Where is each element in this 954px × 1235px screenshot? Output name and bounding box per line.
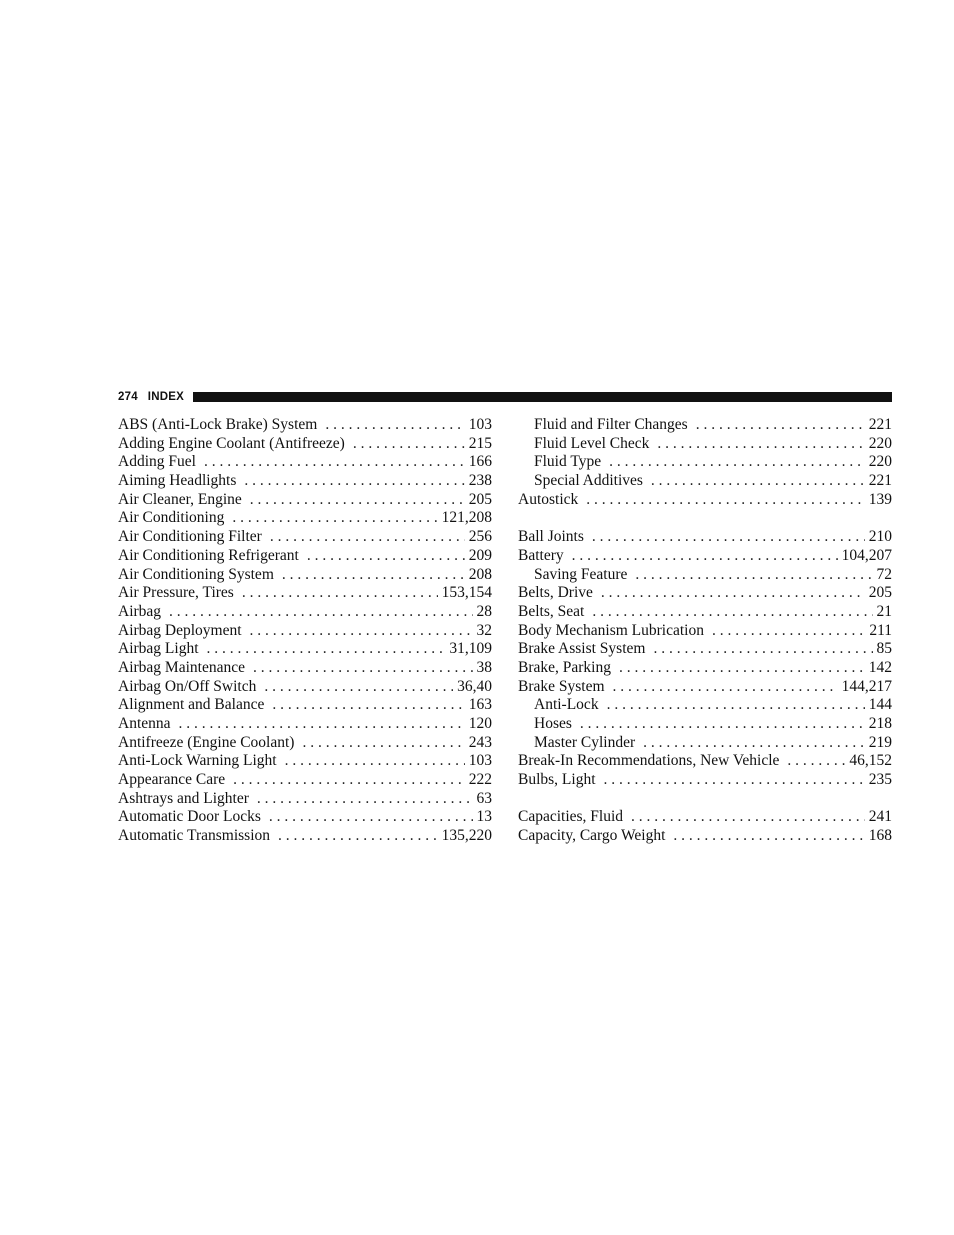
section-title: INDEX [147,391,184,403]
entry-page-reference: 142 [868,658,892,676]
entry-page-reference: 104,207 [841,546,892,564]
entry-label: Antifreeze (Engine Coolant) [118,733,295,751]
entry-page-reference: 63 [476,789,492,807]
entry-page-reference: 256 [468,528,492,546]
dot-leader [609,453,865,472]
dot-leader [631,808,865,827]
entry-page-reference: 215 [468,434,492,452]
index-entry [518,752,892,771]
entry-label: Air Conditioning Refrigerant [118,546,299,564]
index-entry [118,491,492,510]
entry-label: Autostick [518,490,579,508]
entry-label: Air Conditioning [118,509,225,527]
entry-page-reference: 21 [876,602,892,620]
entry-label: Air Conditioning System [118,565,274,583]
entry-label: Bulbs, Light [518,771,596,789]
entry-label: Ashtrays and Lighter [118,789,249,807]
dot-leader [580,715,865,734]
entry-label: Air Conditioning Filter [118,528,262,546]
index-entry [118,752,492,771]
dot-leader [244,472,464,491]
letter-group-gap [518,790,892,809]
dot-leader [787,752,845,771]
index-entry [118,566,492,585]
dot-leader [307,547,465,566]
index-entry [118,509,492,528]
index-entry [118,808,492,827]
index-entry [518,491,892,510]
entry-label: Fluid and Filter Changes [534,416,688,433]
entry-page-reference: 221 [868,416,892,433]
entry-page-reference: 208 [468,565,492,583]
entry-label: Air Pressure, Tires [118,584,234,602]
entry-label: Airbag Light [118,640,199,658]
index-entry [118,622,492,641]
entry-label: Automatic Transmission [118,827,271,845]
entry-label: Alignment and Balance [118,696,265,714]
dot-leader [673,827,864,846]
entry-label: ABS (Anti-Lock Brake) System [118,416,318,433]
entry-label: Automatic Door Locks [118,808,261,826]
page-number: 274 [118,391,138,403]
entry-page-reference: 103 [468,752,492,770]
entry-label: Airbag Maintenance [118,658,245,676]
dot-leader [250,622,473,641]
index-entry [118,734,492,753]
entry-page-reference: 120 [468,715,492,732]
entry-page-reference: 168 [868,827,892,845]
index-entry [118,416,492,435]
index-entry [518,528,892,547]
index-entry [518,622,892,641]
index-entry [118,659,492,678]
dot-leader [325,416,464,435]
dot-leader [204,453,465,472]
dot-leader [643,734,865,753]
index-subentry [518,715,892,734]
entry-page-reference: 235 [868,771,892,789]
entry-page-reference: 163 [468,696,492,714]
dot-leader [696,416,865,435]
dot-leader [272,696,464,715]
index-subentry [518,566,892,585]
dot-leader [282,566,465,585]
entry-label: Airbag [118,602,162,620]
dot-leader [179,715,465,734]
entry-label: Fluid Level Check [534,434,650,452]
entry-label: Break-In Recommendations, New Vehicle [518,752,780,770]
entry-page-reference: 153,154 [441,584,492,602]
entry-label: Capacity, Cargo Weight [518,827,666,845]
entry-page-reference: 220 [868,453,892,471]
entry-page-reference: 211 [869,621,892,639]
index-entry [118,827,492,846]
index-entry [118,453,492,472]
entry-label: Antenna [118,715,171,732]
index-subentry [518,435,892,454]
dot-leader [657,435,864,454]
entry-page-reference: 135,220 [441,827,492,845]
dot-leader [232,509,437,528]
entry-label: Brake System [518,677,605,695]
entry-page-reference: 221 [868,472,892,490]
entry-page-reference: 72 [876,565,892,583]
index-entry [518,603,892,622]
dot-leader [586,491,864,510]
entry-label: Master Cylinder [534,733,636,751]
entry-page-reference: 222 [468,771,492,789]
entry-page-reference: 210 [868,528,892,546]
entry-label: Belts, Drive [518,584,593,602]
entry-page-reference: 103 [468,416,492,433]
entry-page-reference: 144 [868,696,892,714]
entry-label: Hoses [534,715,572,732]
index-entry [518,808,892,827]
index-entry [118,696,492,715]
index-subentry [518,416,892,435]
entry-page-reference: 38 [476,658,492,676]
dot-leader [353,435,465,454]
dot-leader [207,640,446,659]
index-entry [118,640,492,659]
entry-page-reference: 243 [468,733,492,751]
dot-leader [269,808,473,827]
entry-page-reference: 13 [476,808,492,826]
dot-leader [278,827,438,846]
entry-page-reference: 31,109 [449,640,492,658]
dot-leader [302,734,464,753]
index-subentry [518,472,892,491]
dot-leader [653,640,872,659]
index-column-right [518,416,892,846]
entry-label: Adding Fuel [118,453,196,471]
entry-page-reference: 209 [468,546,492,564]
index-subentry [518,734,892,753]
index-entry [118,771,492,790]
dot-leader [572,547,838,566]
entry-page-reference: 139 [868,490,892,508]
dot-leader [592,603,872,622]
entry-label: Brake, Parking [518,658,611,676]
index-entry [518,659,892,678]
entry-page-reference: 46,152 [849,752,892,770]
entry-label: Air Cleaner, Engine [118,490,242,508]
index-entry [118,472,492,491]
entry-page-reference: 85 [876,640,892,658]
dot-leader [601,584,865,603]
dot-leader [592,528,865,547]
dot-leader [253,659,473,678]
entry-label: Airbag On/Off Switch [118,677,257,695]
index-subentry [518,453,892,472]
entry-label: Saving Feature [534,565,628,583]
index-entry [118,435,492,454]
index-entry [118,603,492,622]
letter-group-gap [518,509,892,528]
dot-leader [264,678,453,697]
entry-label: Brake Assist System [518,640,646,658]
entry-page-reference: 32 [476,621,492,639]
index-entry [518,547,892,566]
entry-label: Battery [518,546,564,564]
index-entry [118,790,492,809]
entry-label: Ball Joints [518,528,584,546]
entry-label: Belts, Seat [518,602,585,620]
entry-label: Fluid Type [534,453,602,471]
entry-page-reference: 205 [868,584,892,602]
index-entry [518,771,892,790]
entry-label: Special Additives [534,472,643,490]
entry-page-reference: 166 [468,453,492,471]
dot-leader [257,790,473,809]
dot-leader [233,771,465,790]
dot-leader [270,528,465,547]
entry-page-reference: 241 [868,808,892,826]
entry-page-reference: 219 [868,733,892,751]
dot-leader [604,771,865,790]
entry-label: Adding Engine Coolant (Antifreeze) [118,434,345,452]
page-header [118,390,892,404]
dot-leader [619,659,865,678]
entry-label: Capacities, Fluid [518,808,624,826]
entry-page-reference: 121,208 [441,509,492,527]
index-entry [118,528,492,547]
entry-label: Anti-Lock Warning Light [118,752,277,770]
dot-leader [607,696,865,715]
entry-label: Airbag Deployment [118,621,242,639]
entry-label: Body Mechanism Lubrication [518,621,704,639]
index-entry [518,827,892,846]
index-entry [118,715,492,734]
index-entry [118,547,492,566]
entry-page-reference: 205 [468,490,492,508]
index-entry [118,678,492,697]
dot-leader [242,584,438,603]
entry-page-reference: 220 [868,434,892,452]
dot-leader [613,678,838,697]
dot-leader [250,491,465,510]
entry-page-reference: 238 [468,472,492,490]
dot-leader [712,622,865,641]
entry-page-reference: 28 [476,602,492,620]
entry-page-reference: 36,40 [457,677,492,695]
entry-page-reference: 218 [868,715,892,732]
index-column-left [118,416,492,846]
header-rule [193,392,892,402]
entry-label: Aiming Headlights [118,472,237,490]
index-entry [118,584,492,603]
entry-label: Appearance Care [118,771,226,789]
index-entry [518,640,892,659]
dot-leader [651,472,865,491]
dot-leader [285,752,465,771]
dot-leader [169,603,472,622]
index-entry [518,678,892,697]
dot-leader [635,566,872,585]
entry-label: Anti-Lock [534,696,599,714]
entry-page-reference: 144,217 [841,677,892,695]
index-entry [518,584,892,603]
index-subentry [518,696,892,715]
